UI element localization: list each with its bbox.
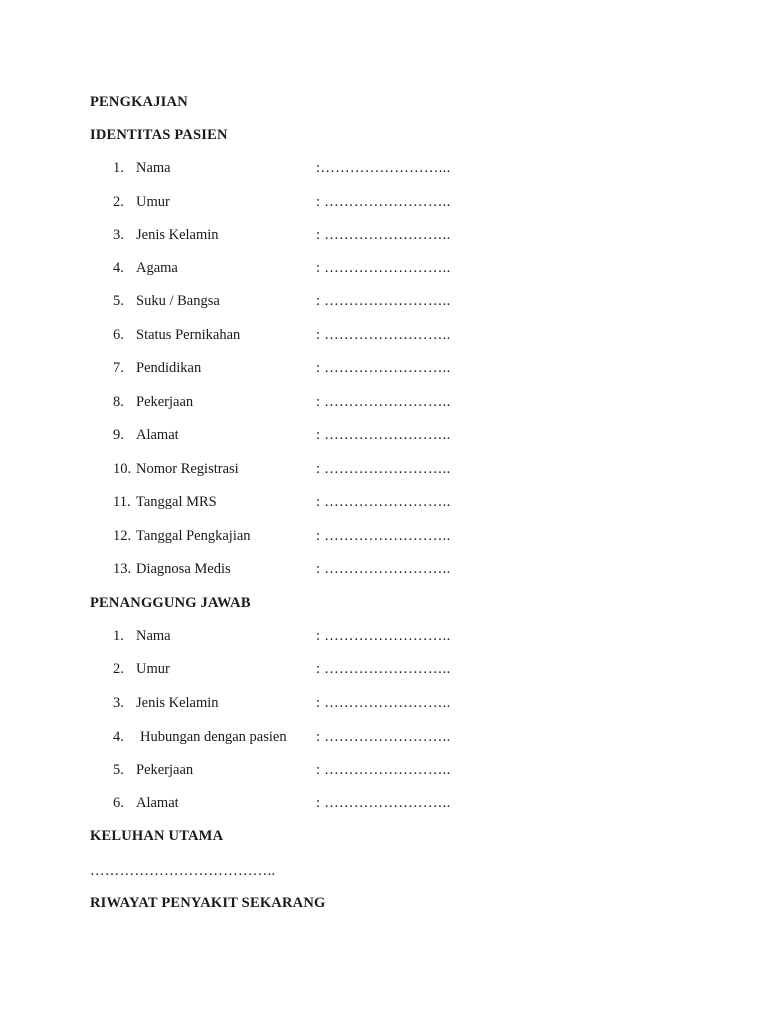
field-label: Status Pernikahan bbox=[136, 327, 241, 343]
section-heading-keluhan-utama: KELUHAN UTAMA bbox=[90, 828, 224, 844]
field-label: Nama bbox=[136, 160, 171, 176]
list-item bbox=[0, 360, 768, 380]
field-value-blank: : …………………….. bbox=[316, 394, 451, 410]
item-number: 3. bbox=[113, 695, 124, 711]
field-value-blank: : …………………….. bbox=[316, 360, 451, 376]
item-number: 2. bbox=[113, 194, 124, 210]
field-value-blank: : …………………….. bbox=[316, 561, 451, 577]
list-item bbox=[0, 160, 768, 180]
field-value-blank: : …………………….. bbox=[316, 427, 451, 443]
document-title: PENGKAJIAN bbox=[90, 94, 188, 110]
item-number: 9. bbox=[113, 427, 124, 443]
list-item bbox=[0, 661, 768, 681]
field-label: Suku / Bangsa bbox=[136, 293, 220, 309]
list-item bbox=[0, 695, 768, 715]
item-number: 4. bbox=[113, 260, 124, 276]
field-label: Umur bbox=[136, 194, 170, 210]
item-number: 11. bbox=[113, 494, 131, 510]
field-label: Pekerjaan bbox=[136, 394, 194, 410]
item-number: 12. bbox=[113, 528, 132, 544]
field-label: Umur bbox=[136, 661, 170, 677]
field-value-blank: : …………………….. bbox=[316, 762, 451, 778]
field-label: Nama bbox=[136, 628, 171, 644]
item-number: 10. bbox=[113, 461, 132, 477]
list-item bbox=[0, 260, 768, 280]
item-number: 13. bbox=[113, 561, 132, 577]
section-heading-penanggung-jawab: PENANGGUNG JAWAB bbox=[90, 595, 251, 611]
field-value-blank: : …………………….. bbox=[316, 194, 451, 210]
field-value-blank: :……………………... bbox=[316, 160, 451, 176]
list-item bbox=[0, 762, 768, 782]
item-number: 7. bbox=[113, 360, 124, 376]
field-value-blank: : …………………….. bbox=[316, 528, 451, 544]
field-label: Diagnosa Medis bbox=[136, 561, 231, 577]
item-number: 8. bbox=[113, 394, 124, 410]
field-value-blank: : …………………….. bbox=[316, 293, 451, 309]
list-item bbox=[0, 494, 768, 514]
item-number: 4. bbox=[113, 729, 124, 745]
field-label: Jenis Kelamin bbox=[136, 695, 219, 711]
field-label: Alamat bbox=[136, 795, 179, 811]
list-item bbox=[0, 293, 768, 313]
field-value-blank: : …………………….. bbox=[316, 260, 451, 276]
field-label: Agama bbox=[136, 260, 178, 276]
item-number: 5. bbox=[113, 293, 124, 309]
item-number: 6. bbox=[113, 327, 124, 343]
item-number: 3. bbox=[113, 227, 124, 243]
field-label: Hubungan dengan pasien bbox=[140, 729, 287, 745]
item-number: 1. bbox=[113, 160, 124, 176]
field-label: Tanggal MRS bbox=[136, 494, 217, 510]
field-label: Nomor Registrasi bbox=[136, 461, 239, 477]
list-item bbox=[0, 394, 768, 414]
field-value-blank: : …………………….. bbox=[316, 227, 451, 243]
item-number: 1. bbox=[113, 628, 124, 644]
field-label: Jenis Kelamin bbox=[136, 227, 219, 243]
field-value-blank: : …………………….. bbox=[316, 461, 451, 477]
list-item bbox=[0, 561, 768, 581]
list-item bbox=[0, 461, 768, 481]
field-value-blank: : …………………….. bbox=[316, 628, 451, 644]
field-label: Pendidikan bbox=[136, 360, 202, 376]
item-number: 5. bbox=[113, 762, 124, 778]
field-label: Tanggal Pengkajian bbox=[136, 528, 251, 544]
list-item bbox=[0, 194, 768, 214]
list-item bbox=[0, 227, 768, 247]
list-item bbox=[0, 628, 768, 648]
section-heading-riwayat-penyakit-sekarang: RIWAYAT PENYAKIT SEKARANG bbox=[90, 895, 326, 911]
field-label: Pekerjaan bbox=[136, 762, 194, 778]
item-number: 2. bbox=[113, 661, 124, 677]
field-label: Alamat bbox=[136, 427, 179, 443]
field-value-blank: : …………………….. bbox=[316, 695, 451, 711]
keluhan-utama-blank: ……………………………….. bbox=[90, 863, 276, 879]
field-value-blank: : …………………….. bbox=[316, 327, 451, 343]
field-value-blank: : …………………….. bbox=[316, 729, 451, 745]
list-item bbox=[0, 528, 768, 548]
field-value-blank: : …………………….. bbox=[316, 494, 451, 510]
list-item bbox=[0, 795, 768, 815]
section-heading-identitas-pasien: IDENTITAS PASIEN bbox=[90, 127, 228, 143]
list-item bbox=[0, 729, 768, 749]
list-item bbox=[0, 327, 768, 347]
item-number: 6. bbox=[113, 795, 124, 811]
field-value-blank: : …………………….. bbox=[316, 661, 451, 677]
field-value-blank: : …………………….. bbox=[316, 795, 451, 811]
list-item bbox=[0, 427, 768, 447]
